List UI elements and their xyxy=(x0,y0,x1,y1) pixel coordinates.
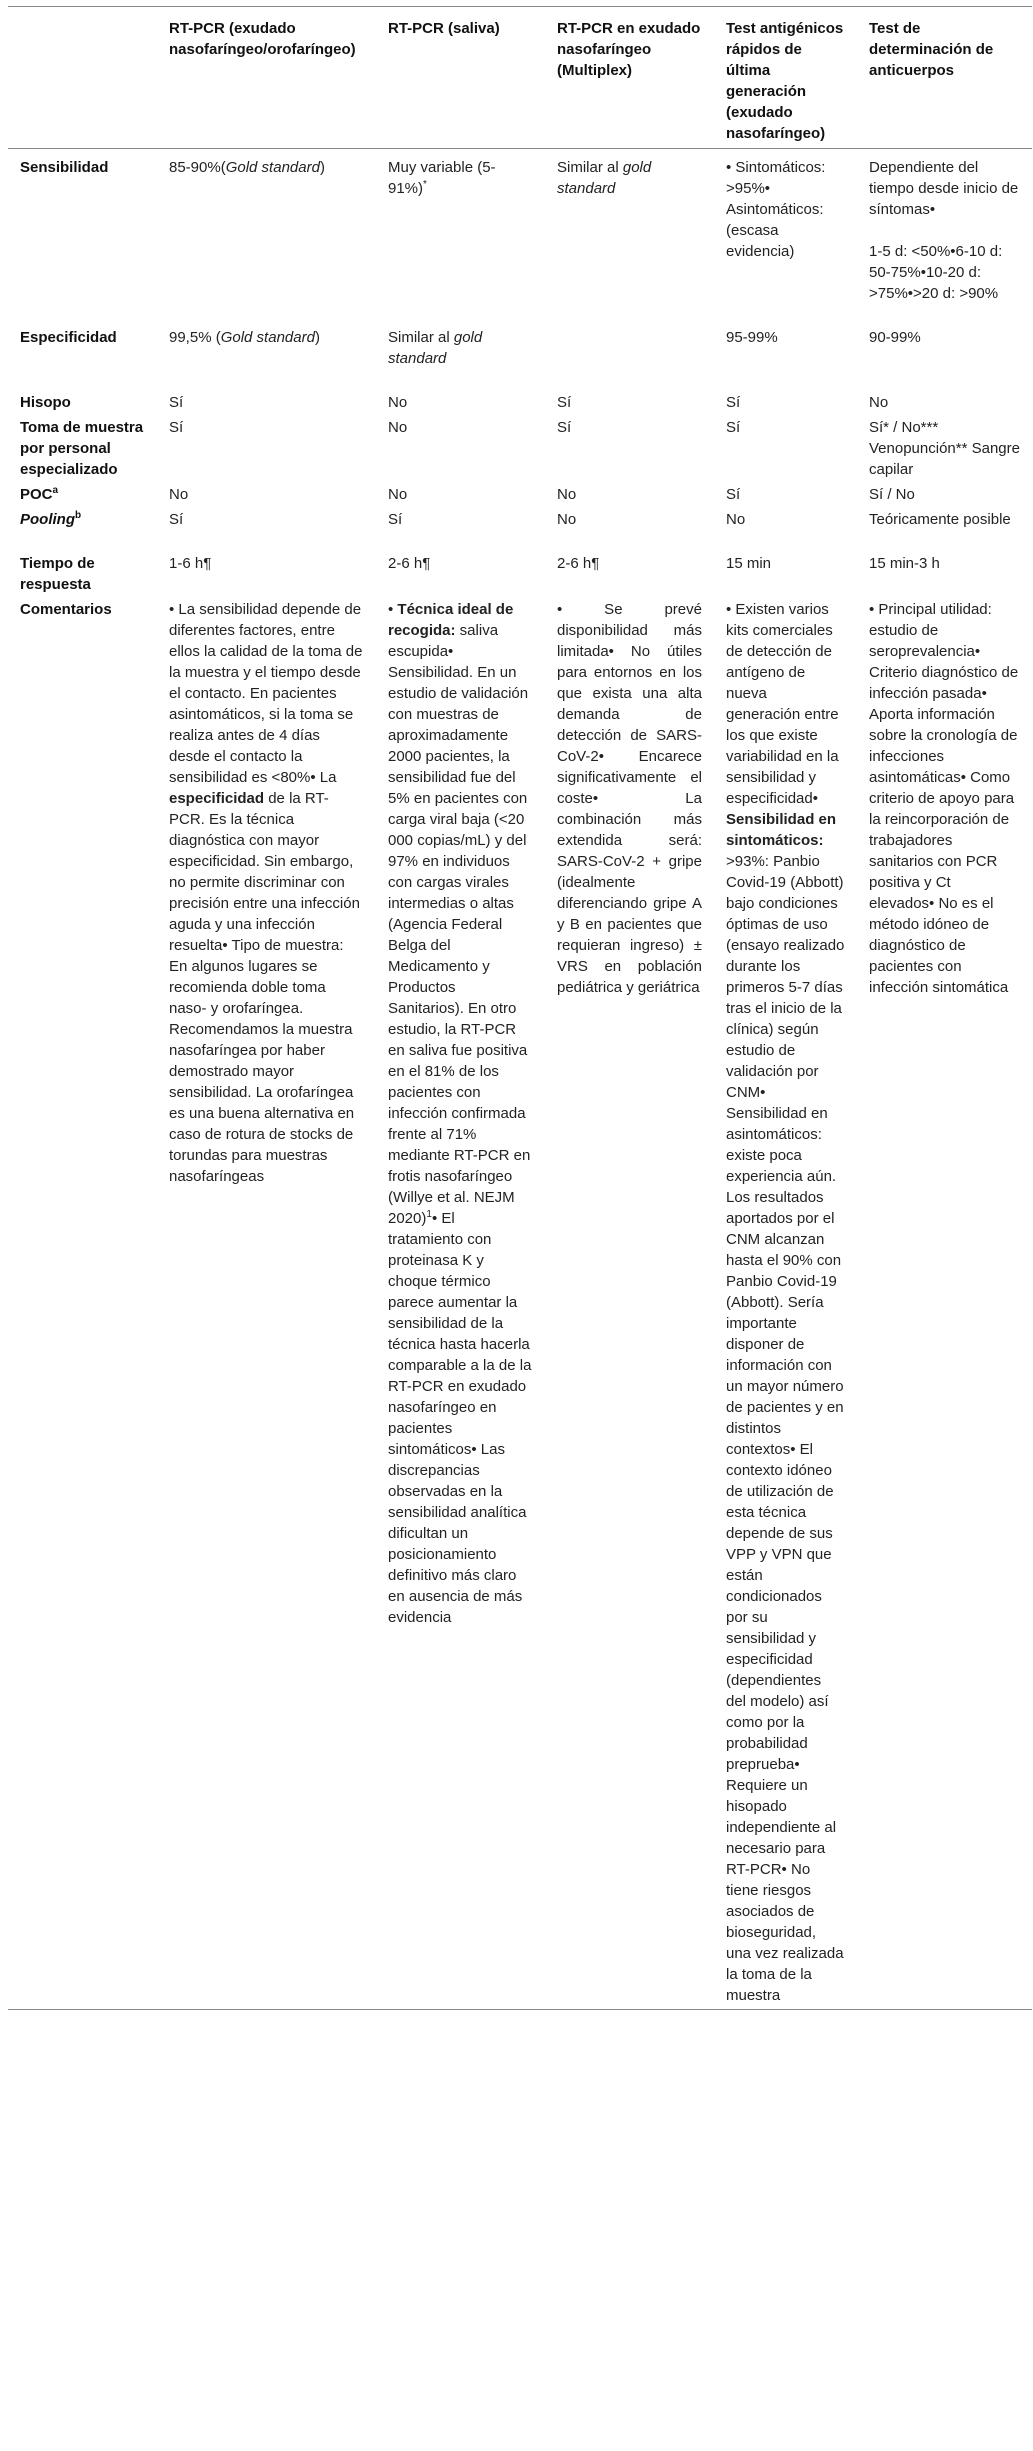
row-label-tiempo: Tiempo de respuesta xyxy=(20,555,95,593)
cell-poc-c4: Sí xyxy=(726,486,741,503)
cell-toma-c2: No xyxy=(388,419,408,436)
row-tiempo xyxy=(8,533,1032,598)
cell-pooling-c3: No xyxy=(557,511,577,528)
cell-esp-c5: 90-99% xyxy=(869,329,921,346)
cell-toma-c3: Sí xyxy=(557,419,572,436)
cell-esp-c3 xyxy=(545,307,714,372)
table-header xyxy=(8,7,1032,149)
cell-sens-c4: • Sintomáticos: >95%• Asintomáticos: (escasa evidencia) xyxy=(726,159,826,260)
row-especificidad xyxy=(8,307,1032,372)
cell-esp-c1 xyxy=(157,307,376,372)
row-poc xyxy=(8,483,1032,508)
esp-c1-text: 99,5% ( xyxy=(169,329,221,346)
cell-com-c4 xyxy=(714,598,857,2010)
toma-c5-text-a: Sí* / No*** xyxy=(869,419,939,436)
cell-sens-c2 xyxy=(376,149,545,308)
cell-com-c2 xyxy=(376,598,545,2010)
row-label-especificidad: Especificidad xyxy=(20,329,117,346)
cell-pooling-c2: Sí xyxy=(388,511,403,528)
com-c1-text-c: de la RT-PCR. Es la técnica diagnóstica con mayor especificidad. Sin embargo, no permite discriminar con precisión entre una infección aguda y una infección resuelta• Tipo de muestra: En algunos lugares se recomienda doble toma naso- y orofaríngea. Recomendamos la muestra nasofaríngea por haber demostrado mayor sensibilidad. La orofaríngea es una buena alternativa en caso de rotura de stocks de torundas para muestras nasofaríngeas xyxy=(169,790,360,1185)
cell-toma-c1: Sí xyxy=(169,419,184,436)
cell-hisopo-c5: No xyxy=(869,394,889,411)
com-c2-text-a: • xyxy=(388,601,398,618)
cell-tiempo-c1: 1-6 h¶ xyxy=(169,555,212,572)
esp-c1-italic: Gold standard xyxy=(220,329,315,346)
cell-com-c1 xyxy=(157,598,376,2010)
row-hisopo xyxy=(8,372,1032,416)
cell-pooling-c4: No xyxy=(726,511,746,528)
cell-sens-c1 xyxy=(157,149,376,308)
esp-c2-text: Similar al xyxy=(388,329,454,346)
cell-sens-c5 xyxy=(857,149,1032,308)
sens-c1-close: ) xyxy=(319,159,325,176)
poc-label-sup: a xyxy=(52,485,59,496)
row-pooling xyxy=(8,508,1032,533)
cell-hisopo-c2: No xyxy=(388,394,408,411)
cell-tiempo-c5: 15 min-3 h xyxy=(869,555,940,572)
cell-poc-c3: No xyxy=(557,486,577,503)
cell-toma-c4: Sí xyxy=(726,419,741,436)
cell-com-c5: • Principal utilidad: estudio de seroprevalencia• Criterio diagnóstico de infección pasada• Aporta información sobre la cronología de infecciones asintomáticas• Como criterio de apoyo para la reincorporación de trabajadores sanitarios con PCR positiva y Ct elevados• No es el método idóneo de diagnóstico de pacientes con infección sintomática xyxy=(869,601,1019,996)
row-sensibilidad xyxy=(8,149,1032,308)
cell-tiempo-c3: 2-6 h¶ xyxy=(557,555,600,572)
cell-poc-c5: Sí / No xyxy=(869,486,915,503)
header-rtpcr-saliva: RT-PCR (saliva) xyxy=(388,20,500,37)
com-c2-text-c: saliva escupida• Sensibilidad. En un estudio de validación con muestras de aproximadamente 2000 pacientes, la sensibilidad fue del 5% en pacientes con carga viral baja (<20 000 copias/mL) y del 97% en individuos con cargas virales intermedias o altas (Agencia Federal Belga del Medicamento y Productos Sanitarios). En otro estudio, la RT-PCR en saliva fue positiva en el 81% de los pacientes con infección confirmada frente al 71% mediante RT-PCR en frotis nasofaríngeo (Willye et al. NEJM 2020) xyxy=(388,622,531,1227)
toma-c5-text-b: Venopunción** Sangre capilar xyxy=(869,440,1020,478)
cell-tiempo-c4: 15 min xyxy=(726,555,772,572)
poc-label-text: POC xyxy=(20,486,53,503)
comparison-table xyxy=(8,6,1032,2010)
esp-c1-close: ) xyxy=(314,329,320,346)
cell-toma-c5 xyxy=(857,416,1032,483)
header-antibody-test: Test de determinación de anticuerpos xyxy=(869,20,994,79)
sens-c2-text: Muy variable (5-91%) xyxy=(388,159,496,197)
com-c4-text-c: >93%: Panbio Covid-19 (Abbott) bajo condiciones óptimas de uso (ensayo realizado durante los primeros 5-7 días tras el inicio de la clínica) según estudio de validación por CNM• Sensibilidad en asintomáticos: existe poca experiencia aún. Los resultados aportados por el CNM alcanzan hasta el 90% con Panbio Covid-19 (Abbott). Sería importante disponer de información con un mayor número de pacientes y en distintos contextos• El contexto idóneo de utilización de esta técnica depende de sus VPP y VPN que están condicionados por su sensibilidad y especificidad (dependientes del modelo) así como por la probabilidad preprueba• Requiere un hisopado independiente al necesario para RT-PCR• No tiene riesgos asociados de bioseguridad, una vez realizada la toma de la muestra xyxy=(726,853,845,2004)
sens-c2-sup: * xyxy=(423,179,427,190)
cell-tiempo-c2: 2-6 h¶ xyxy=(388,555,431,572)
sens-c1-italic: Gold standard xyxy=(225,159,320,176)
sens-c3-italic: gold standard xyxy=(557,159,652,197)
cell-pooling-c5: Teóricamente posible xyxy=(869,511,1011,528)
com-c1-bold: especificidad xyxy=(169,790,265,807)
header-row xyxy=(8,7,1032,149)
row-label-toma-muestra: Toma de muestra por personal especializado xyxy=(20,419,144,478)
row-label-sensibilidad: Sensibilidad xyxy=(20,159,109,176)
cell-hisopo-c3: Sí xyxy=(557,394,572,411)
sens-c5-spacer xyxy=(869,220,1020,241)
table-body xyxy=(8,149,1032,2010)
header-empty xyxy=(8,7,157,149)
row-label-comentarios: Comentarios xyxy=(20,601,112,618)
com-c4-text-a: • Existen varios kits comerciales de detección de antígeno de nueva generación entre los que existe variabilidad en la sensibilidad y especificidad• xyxy=(726,601,839,807)
header-rtpcr-multiplex: RT-PCR en exudado nasofaríngeo (Multiplex) xyxy=(557,20,701,79)
cell-hisopo-c4: Sí xyxy=(726,394,741,411)
com-c2-bold: Técnica ideal de recogida: xyxy=(388,601,514,639)
cell-hisopo-c1: Sí xyxy=(169,394,184,411)
pooling-label-text: Pooling xyxy=(20,511,75,528)
cell-com-c3: • Se prevé disponibilidad más limitada• No útiles para entornos en los que exista una alta demanda de detección de SARS-CoV-2• Encarece significativamente el coste• La combinación más extendida será: SARS-CoV-2 + gripe (idealmente diferenciando gripe A y B en pacientes que requieran ingreso) ± VRS en población pediátrica y geriátrica xyxy=(557,601,702,996)
sens-c5-text-b: 1-5 d: <50%•6-10 d: 50-75%•10-20 d: >75%•>20 d: >90% xyxy=(869,243,1003,302)
com-c2-text-d: • El tratamiento con proteinasa K y choque térmico parece aumentar la sensibilidad de la técnica hasta hacerla comparable a la de la RT-PCR en exudado nasofaríngeo en pacientes sintomáticos• Las discrepancias observadas en la sensibilidad analítica dificultan un posicionamiento definitivo más claro en ausencia de más evidencia xyxy=(388,1210,532,1626)
sens-c3-text: Similar al xyxy=(557,159,623,176)
row-toma-muestra xyxy=(8,416,1032,483)
cell-pooling-c1: Sí xyxy=(169,511,184,528)
cell-poc-c2: No xyxy=(388,486,408,503)
header-antigen-test: Test antigénicos rápidos de última generación (exudado nasofaríngeo) xyxy=(726,20,844,142)
esp-c2-italic: gold standard xyxy=(388,329,483,367)
com-c4-bold: Sensibilidad en sintomáticos: xyxy=(726,811,837,849)
row-comentarios xyxy=(8,598,1032,2010)
sens-c5-text-a: Dependiente del tiempo desde inicio de síntomas• xyxy=(869,159,1019,218)
header-rtpcr-naso: RT-PCR (exudado nasofaríngeo/orofaríngeo) xyxy=(169,20,356,58)
cell-poc-c1: No xyxy=(169,486,189,503)
cell-sens-c3 xyxy=(545,149,714,308)
com-c2-sup: 1 xyxy=(426,1209,432,1220)
row-label-poc xyxy=(8,483,157,508)
sens-c1-text: 85-90%( xyxy=(169,159,226,176)
row-label-pooling xyxy=(8,508,157,533)
pooling-label-sup: b xyxy=(75,510,82,521)
cell-esp-c2 xyxy=(376,307,545,372)
com-c1-text-a: • La sensibilidad depende de diferentes factores, entre ellos la calidad de la toma de la muestra y el tiempo desde el contacto. En pacientes asintomáticos, si la toma se realiza antes de 4 días desde el contacto la sensibilidad es <80%• La xyxy=(169,601,363,786)
cell-esp-c4: 95-99% xyxy=(726,329,778,346)
row-label-hisopo: Hisopo xyxy=(20,394,71,411)
